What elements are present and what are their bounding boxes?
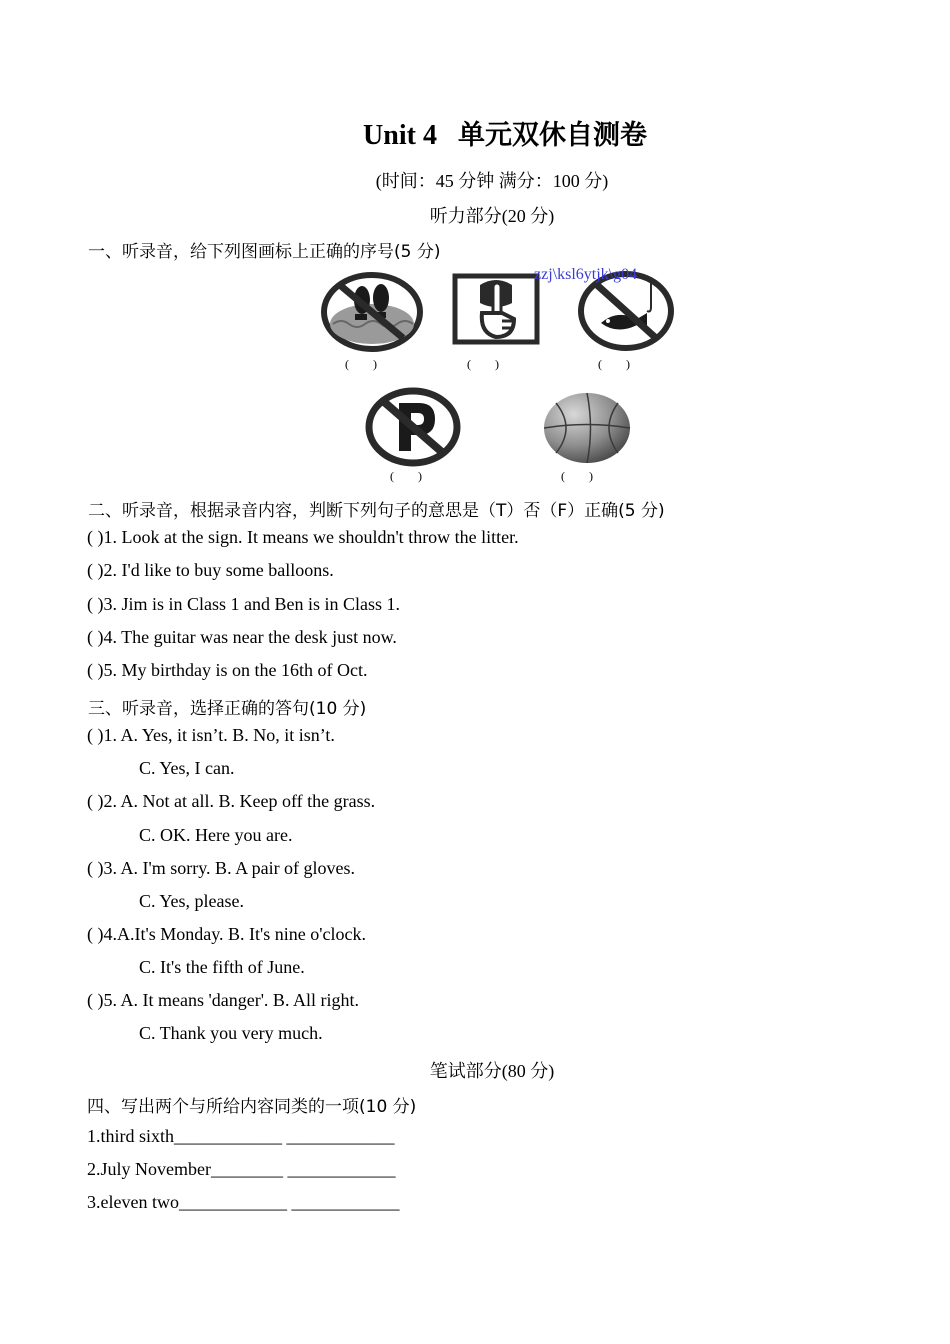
listening-part-heading: 听力部分(20 分) — [429, 206, 555, 226]
blank-paren-5: ( ) — [561, 469, 593, 483]
section3-heading: 三、听录音，选择正确的答句(10 分) — [88, 699, 367, 719]
tf-item-3: ( )3. Jim is in Class 1 and Ben is in Class 1. — [87, 594, 401, 614]
blank-paren-3: ( ) — [598, 357, 630, 371]
choice-item-4: ( )4.A.It's Monday. B. It's nine o'clock. — [87, 924, 367, 944]
choice-item-3: ( )3. A. I'm sorry. B. A pair of gloves. — [87, 858, 356, 878]
choice-item-2-option-c: C. OK. Here you are. — [139, 825, 293, 845]
written-part-heading: 笔试部分(80 分) — [429, 1061, 555, 1081]
choice-item-3-option-c: C. Yes, please. — [139, 891, 245, 911]
choice-item-2: ( )2. A. Not at all. B. Keep off the grass. — [87, 791, 376, 811]
tf-item-4: ( )4. The guitar was near the desk just now. — [87, 627, 397, 647]
blank-paren-2: ( ) — [467, 357, 499, 371]
choice-item-4-option-c: C. It's the fifth of June. — [139, 957, 305, 977]
title-cn: 单元双休自测卷 — [457, 120, 647, 151]
keep-quiet-icon — [452, 273, 540, 345]
choice-item-5: ( )5. A. It means 'danger'. B. All right. — [87, 990, 359, 1010]
blank-paren-4: ( ) — [390, 469, 422, 483]
time-score-line: (时间：45 分钟 满分：100 分) — [375, 171, 609, 191]
choice-item-5-option-c: C. Thank you very much. — [139, 1023, 323, 1043]
choice-item-1: ( )1. A. Yes, it isn’t. B. No, it isn’t. — [87, 725, 335, 745]
choice-item-1-option-c: C. Yes, I can. — [139, 758, 235, 778]
watermark-text: zzj\ksl6ytjk\g04 — [534, 266, 638, 283]
tf-item-2: ( )2. I'd like to buy some balloons. — [87, 560, 334, 580]
blank-paren-1: ( ) — [345, 357, 377, 371]
title-unit: Unit 4 — [363, 120, 437, 151]
section2-heading: 二、听录音，根据录音内容，判断下列句子的意思是（T）否（F）正确(5 分) — [88, 501, 665, 521]
section1-heading: 一、听录音，给下列图画标上正确的序号(5 分) — [88, 242, 441, 262]
page-title — [0, 113, 950, 152]
fill-item-3: 3.eleven two____________ ____________ — [87, 1192, 400, 1212]
fill-item-1: 1.third sixth____________ ____________ — [87, 1126, 395, 1146]
tf-item-5: ( )5. My birthday is on the 16th of Oct. — [87, 660, 368, 680]
no-walking-on-grass-icon — [321, 272, 423, 352]
fill-item-2: 2.July November________ ____________ — [87, 1159, 396, 1179]
tf-item-1: ( )1. Look at the sign. It means we shouldn't throw the litter. — [87, 527, 519, 547]
basketball-icon — [542, 391, 632, 465]
no-parking-icon — [365, 387, 461, 467]
section4-heading: 四、写出两个与所给内容同类的一项(10 分) — [87, 1097, 417, 1117]
